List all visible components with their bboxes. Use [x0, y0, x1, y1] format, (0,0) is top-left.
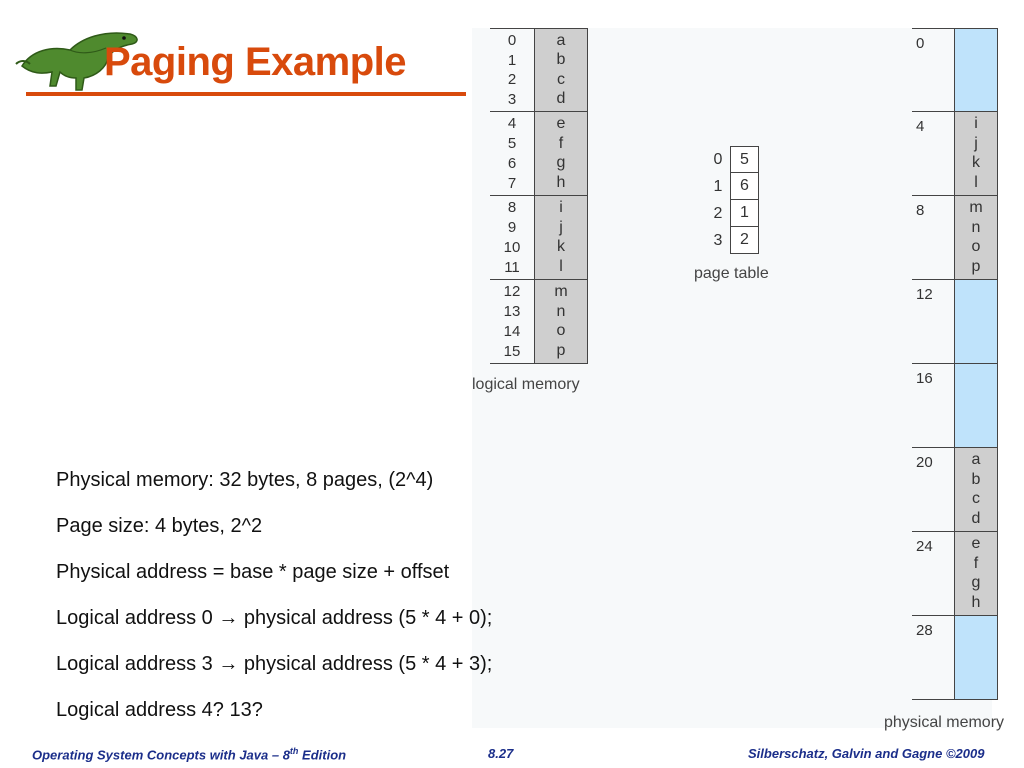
notes: [56, 466, 656, 742]
frame-contents: [954, 112, 998, 195]
logical-address: 9: [507, 219, 517, 237]
page-table-row: [706, 200, 759, 227]
frame-address: 16: [916, 370, 933, 387]
logical-address: 13: [503, 303, 521, 321]
physical-byte: l: [974, 174, 978, 192]
footer-book-title: [32, 746, 346, 762]
physical-frame: [912, 28, 998, 112]
logical-page: [490, 196, 588, 280]
physical-byte: k: [972, 154, 980, 172]
note-line: Logical address 3 → physical address (5 * 4 + 3);: [56, 653, 493, 675]
logical-byte: g: [556, 154, 566, 172]
physical-byte: j: [974, 134, 978, 152]
logical-address: 3: [507, 90, 517, 108]
physical-byte: a: [971, 450, 981, 468]
note-line: Logical address 0 → physical address (5 * 4 + 0);: [56, 607, 493, 629]
logical-byte: p: [556, 342, 566, 360]
logical-byte: k: [557, 238, 565, 256]
logical-page-values: [534, 112, 588, 195]
logical-page-indices: [490, 196, 534, 279]
frame-contents: [954, 532, 998, 615]
footer-book-title-suffix: Edition: [298, 747, 347, 763]
physical-byte: b: [971, 470, 981, 488]
physical-frame: [912, 448, 998, 532]
physical-frame: [912, 280, 998, 364]
frame-address: 28: [916, 622, 933, 639]
physical-byte: m: [969, 198, 983, 216]
logical-memory-caption: logical memory: [472, 376, 580, 393]
frame-contents: [954, 280, 998, 363]
physical-byte: o: [971, 238, 981, 256]
logical-byte: l: [559, 258, 563, 276]
logical-byte: c: [557, 70, 565, 88]
physical-frame: [912, 112, 998, 196]
physical-frame: [912, 196, 998, 280]
frame-contents: [954, 448, 998, 531]
physical-frame: [912, 364, 998, 448]
frame-address: 12: [916, 286, 933, 303]
page-table: [706, 146, 759, 254]
logical-byte: e: [556, 114, 566, 132]
physical-byte: e: [971, 534, 981, 552]
physical-byte: c: [972, 490, 980, 508]
logical-address: 10: [503, 238, 521, 256]
logical-byte: b: [556, 51, 566, 69]
page-number: 1: [713, 177, 723, 195]
physical-byte: g: [971, 574, 981, 592]
page-table-row: [706, 173, 759, 200]
physical-byte: f: [973, 554, 979, 572]
logical-byte: o: [556, 322, 566, 340]
logical-page-indices: [490, 112, 534, 195]
note-line: Physical memory: 32 bytes, 8 pages, (2^4): [56, 469, 434, 491]
frame-address: 20: [916, 454, 933, 471]
logical-address: 0: [507, 32, 517, 50]
physical-memory-caption: physical memory: [884, 714, 1005, 731]
frame-number: 1: [730, 200, 759, 227]
note-line: Logical address 4? 13?: [56, 699, 263, 721]
logical-page-indices: [490, 29, 534, 111]
physical-byte: p: [971, 258, 981, 276]
logical-address: 15: [503, 342, 521, 360]
page-number: 3: [713, 231, 723, 249]
frame-number: 6: [730, 173, 759, 200]
frame-address: 24: [916, 538, 933, 555]
footer-book-title-prefix: Operating System Concepts with Java – 8: [32, 747, 290, 763]
logical-memory: [490, 28, 588, 364]
page-number: 0: [713, 150, 723, 168]
page-table-row: [706, 227, 759, 254]
frame-number: 2: [730, 227, 759, 254]
logical-page-indices: [490, 280, 534, 363]
physical-byte: n: [971, 218, 981, 236]
logical-address: 4: [507, 115, 517, 133]
page-table-caption: page table: [694, 265, 769, 282]
frame-contents: [954, 616, 998, 699]
physical-memory: [912, 28, 998, 700]
logical-page: [490, 112, 588, 196]
logical-address: 6: [507, 154, 517, 172]
logical-address: 8: [507, 199, 517, 217]
note-line: Page size: 4 bytes, 2^2: [56, 515, 263, 537]
logical-byte: d: [556, 90, 566, 108]
physical-byte: h: [971, 594, 981, 612]
logical-address: 11: [504, 258, 520, 276]
footer-page-number: 8.27: [488, 746, 514, 761]
logical-byte: m: [554, 282, 568, 300]
logical-page-values: [534, 196, 588, 279]
frame-address: 8: [916, 202, 925, 219]
frame-number: 5: [730, 146, 759, 173]
logical-address: 2: [507, 71, 517, 89]
frame-contents: [954, 364, 998, 447]
note-line: Physical address = base * page size + offset: [56, 561, 450, 583]
logical-address: 14: [503, 322, 521, 340]
physical-byte: d: [971, 510, 981, 528]
footer-copyright: Silberschatz, Galvin and Gagne ©2009: [748, 746, 985, 761]
logical-page-values: [534, 280, 588, 363]
page-number: 2: [713, 204, 723, 222]
logical-address: 1: [507, 51, 517, 69]
page-table-row: [706, 146, 759, 173]
frame-address: 0: [916, 35, 925, 52]
logical-page: [490, 28, 588, 112]
logical-byte: i: [559, 198, 563, 216]
logical-byte: n: [556, 302, 566, 320]
frame-contents: [954, 196, 998, 279]
logical-byte: f: [558, 134, 564, 152]
logical-byte: j: [559, 218, 563, 236]
logical-address: 12: [503, 283, 521, 301]
logical-address: 5: [507, 135, 517, 153]
physical-frame: [912, 532, 998, 616]
slide-title: Paging Example: [104, 40, 406, 84]
physical-frame: [912, 616, 998, 700]
frame-contents: [954, 29, 998, 111]
logical-byte: a: [556, 31, 566, 49]
footer-book-title-sup: th: [289, 746, 299, 756]
logical-byte: h: [556, 174, 566, 192]
logical-page: [490, 280, 588, 364]
frame-address: 4: [916, 118, 925, 135]
logical-address: 7: [507, 174, 517, 192]
logical-page-values: [534, 29, 588, 111]
title-underline: [26, 92, 466, 96]
physical-byte: i: [974, 114, 978, 132]
